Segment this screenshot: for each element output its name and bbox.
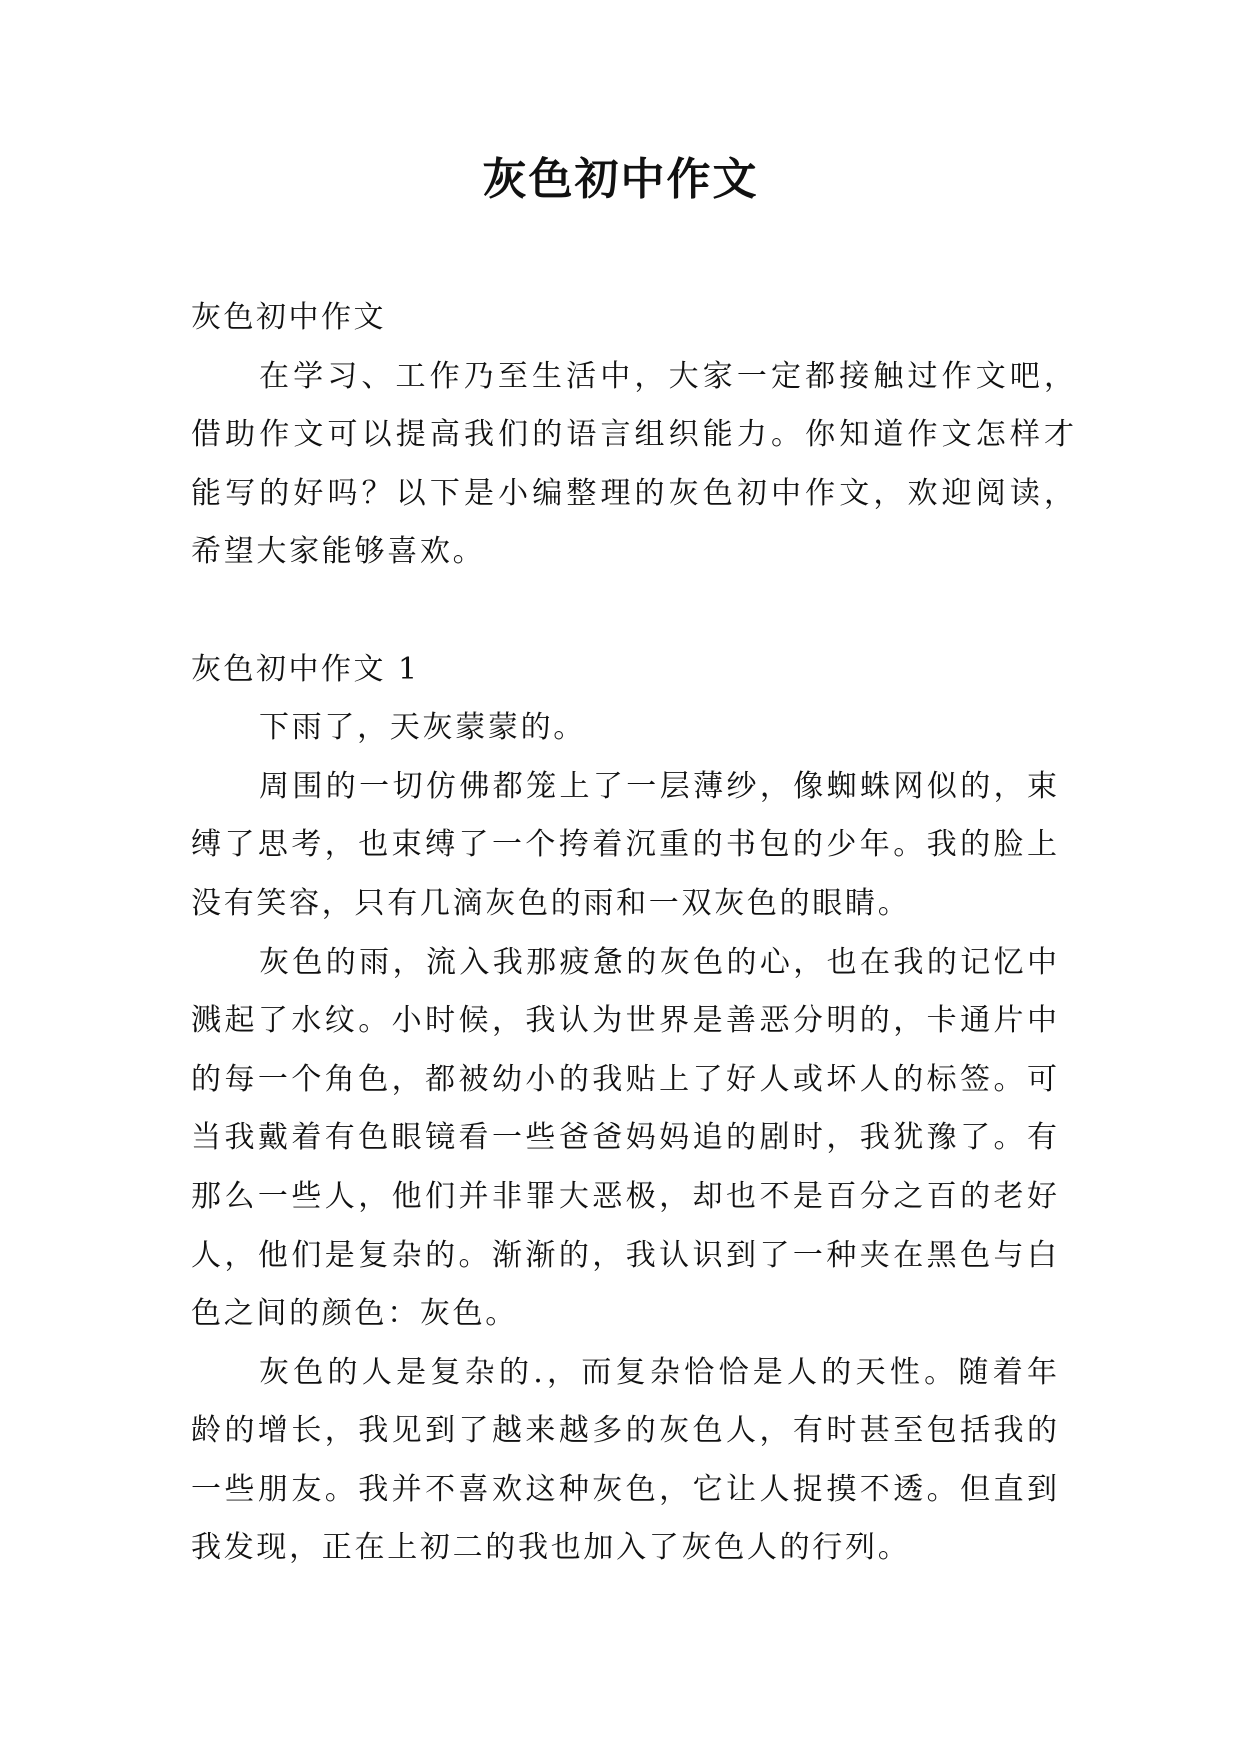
intro-heading: 灰色初中作文 xyxy=(191,300,386,335)
paragraph-line: 周围的一切仿佛都笼上了一层薄纱，像蜘蛛网似的，束 xyxy=(259,768,1057,804)
paragraph xyxy=(191,758,1057,934)
paragraph-line: 希望大家能够喜欢。 xyxy=(191,534,486,570)
paragraph-line: 一些朋友。我并不喜欢这种灰色，它让人捉摸不透。但直到 xyxy=(191,1471,1057,1507)
paragraph xyxy=(191,1344,1057,1578)
paragraph-line: 能写的好吗？以下是小编整理的灰色初中作文，欢迎阅读， xyxy=(191,475,1074,511)
paragraph-line: 龄的增长，我见到了越来越多的灰色人，有时甚至包括我的 xyxy=(191,1413,1057,1449)
paragraph-line: 我发现，正在上初二的我也加入了灰色人的行列。 xyxy=(191,1530,911,1566)
intro-paragraph xyxy=(191,348,1074,582)
paragraph-line: 当我戴着有色眼镜看一些爸爸妈妈追的剧时，我犹豫了。有 xyxy=(191,1120,1057,1156)
paragraph-line: 的每一个角色，都被幼小的我贴上了好人或坏人的标签。可 xyxy=(191,1061,1057,1097)
paragraph-line: 灰色的人是复杂的.，而复杂恰恰是人的天性。随着年 xyxy=(259,1354,1057,1390)
paragraph-line: 灰色的雨，流入我那疲惫的灰色的心，也在我的记忆中 xyxy=(259,944,1057,980)
paragraph xyxy=(191,934,1057,1344)
paragraph-line: 缚了思考，也束缚了一个挎着沉重的书包的少年。我的脸上 xyxy=(191,827,1057,863)
paragraph-line: 借助作文可以提高我们的语言组织能力。你知道作文怎样才 xyxy=(191,417,1074,453)
paragraph-line: 在学习、工作乃至生活中，大家一定都接触过作文吧， xyxy=(259,358,1074,394)
paragraph xyxy=(191,699,1057,758)
paragraph-line: 溅起了水纹。小时候，我认为世界是善恶分明的，卡通片中 xyxy=(191,1003,1057,1039)
section-heading: 灰色初中作文 1 xyxy=(191,651,420,687)
paragraph-line: 色之间的颜色：灰色。 xyxy=(191,1296,518,1332)
paragraph-line: 下雨了，天灰蒙蒙的。 xyxy=(259,710,586,746)
document-body xyxy=(191,289,1091,1578)
paragraph-line: 那么一些人，他们并非罪大恶极，却也不是百分之百的老好 xyxy=(191,1178,1057,1214)
document-title: 灰色初中作文 xyxy=(482,154,759,205)
paragraph-line: 没有笑容，只有几滴灰色的雨和一双灰色的眼睛。 xyxy=(191,885,911,921)
paragraph-line: 人，他们是复杂的。渐渐的，我认识到了一种夹在黑色与白 xyxy=(191,1237,1057,1273)
